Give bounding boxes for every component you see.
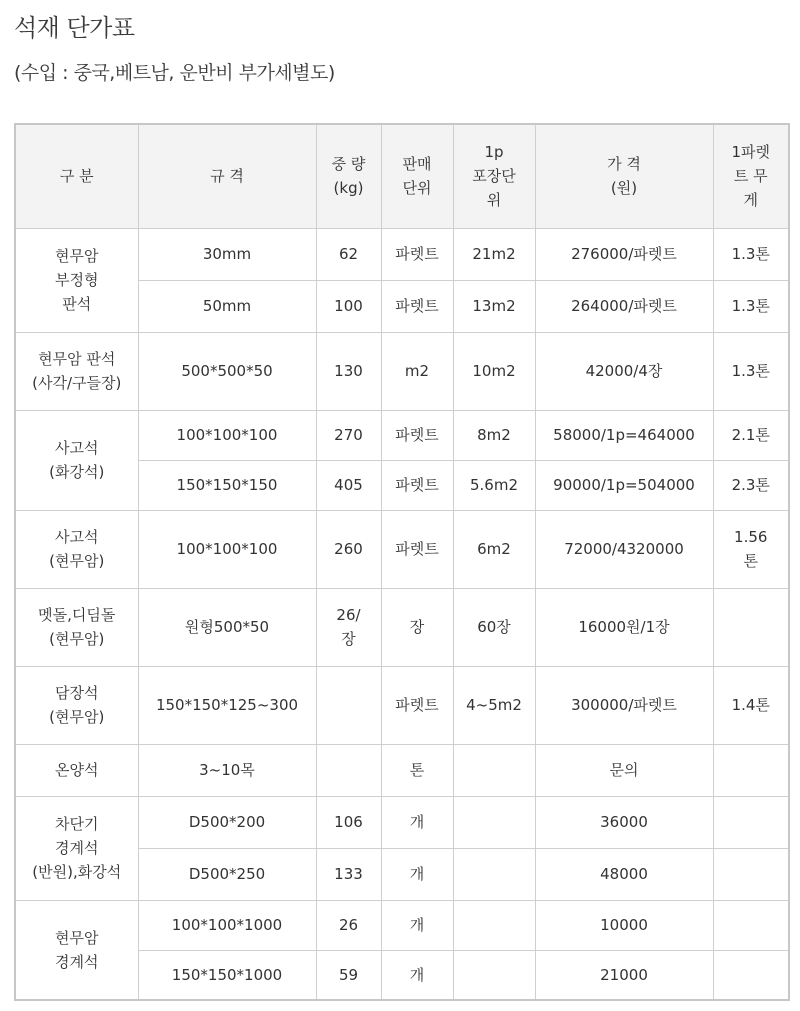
sale-unit-cell: 파렛트 — [381, 510, 453, 588]
header-weight: 중 량 (kg) — [316, 124, 381, 228]
weight-cell — [316, 744, 381, 796]
pallet-weight-line: 톤 — [743, 552, 758, 570]
pack-unit-cell: 6m2 — [453, 510, 535, 588]
price-cell: 48000 — [535, 848, 713, 900]
pack-unit-cell — [453, 744, 535, 796]
category-line: 온양석 — [55, 761, 99, 779]
pallet-weight-cell — [713, 950, 789, 1000]
category-line: 부정형 — [55, 271, 99, 289]
sale-unit-cell: 톤 — [381, 744, 453, 796]
category-line: (현무암) — [49, 552, 105, 570]
weight-cell: 130 — [316, 332, 381, 410]
table-row — [15, 588, 789, 666]
table-header-row — [15, 124, 789, 228]
pallet-weight-cell: 2.3톤 — [713, 460, 789, 510]
sale-unit-cell: 장 — [381, 588, 453, 666]
header-category: 구 분 — [15, 124, 138, 228]
price-cell: 42000/4장 — [535, 332, 713, 410]
header-sale-unit: 판매 단위 — [381, 124, 453, 228]
price-cell: 72000/4320000 — [535, 510, 713, 588]
sale-unit-cell: m2 — [381, 332, 453, 410]
pallet-weight-cell — [713, 796, 789, 848]
pack-unit-cell — [453, 900, 535, 950]
weight-cell: 62 — [316, 228, 381, 280]
sale-unit-cell: 파렛트 — [381, 280, 453, 332]
weight-cell: 106 — [316, 796, 381, 848]
pallet-weight-cell: 1.3톤 — [713, 228, 789, 280]
price-table — [14, 123, 790, 1001]
weight-cell — [316, 588, 381, 666]
price-cell: 36000 — [535, 796, 713, 848]
sale-unit-cell: 개 — [381, 950, 453, 1000]
header-pack-unit: 1p 포장단 위 — [453, 124, 535, 228]
weight-line: 장 — [341, 630, 356, 648]
pack-unit-cell: 21m2 — [453, 228, 535, 280]
category-line: 현무암 판석 — [38, 350, 116, 368]
sale-unit-cell: 개 — [381, 900, 453, 950]
spec-cell: D500*250 — [138, 848, 316, 900]
category-cell — [15, 588, 138, 666]
weight-cell: 26 — [316, 900, 381, 950]
weight-cell: 405 — [316, 460, 381, 510]
price-cell: 문의 — [535, 744, 713, 796]
spec-cell: 100*100*100 — [138, 410, 316, 460]
table-row — [15, 510, 789, 588]
header-price: 가 격 (원) — [535, 124, 713, 228]
weight-cell: 59 — [316, 950, 381, 1000]
category-cell — [15, 410, 138, 510]
spec-cell: D500*200 — [138, 796, 316, 848]
weight-line: 26/ — [336, 606, 361, 624]
category-line: 사고석 — [55, 528, 99, 546]
category-cell — [15, 666, 138, 744]
price-cell: 58000/1p=464000 — [535, 410, 713, 460]
spec-cell: 원형500*50 — [138, 588, 316, 666]
spec-cell: 150*150*150 — [138, 460, 316, 510]
weight-cell: 260 — [316, 510, 381, 588]
pallet-weight-cell — [713, 744, 789, 796]
table-row — [15, 796, 789, 848]
category-cell — [15, 510, 138, 588]
category-line: 경계석 — [55, 952, 99, 971]
sale-unit-cell: 개 — [381, 848, 453, 900]
category-line: 사고석 — [55, 439, 99, 457]
price-cell: 264000/파렛트 — [535, 280, 713, 332]
category-line: (현무암) — [49, 708, 105, 726]
pallet-weight-cell — [713, 588, 789, 666]
spec-cell: 100*100*100 — [138, 510, 316, 588]
spec-cell: 150*150*1000 — [138, 950, 316, 1000]
pallet-weight-line: 1.56 — [734, 528, 768, 546]
table-row — [15, 900, 789, 950]
category-line: 판석 — [62, 295, 92, 313]
page-subtitle: (수입 : 중국,베트남, 운반비 부가세별도) — [14, 62, 335, 84]
pack-unit-cell: 5.6m2 — [453, 460, 535, 510]
price-cell: 21000 — [535, 950, 713, 1000]
pallet-weight-cell: 2.1톤 — [713, 410, 789, 460]
pack-unit-cell: 60장 — [453, 588, 535, 666]
sale-unit-cell: 파렛트 — [381, 460, 453, 510]
price-cell: 10000 — [535, 900, 713, 950]
category-line: (현무암) — [49, 630, 105, 648]
category-cell — [15, 900, 138, 1000]
spec-cell: 3~10목 — [138, 744, 316, 796]
header-spec: 규 격 — [138, 124, 316, 228]
pallet-weight-cell — [713, 510, 789, 588]
sale-unit-cell: 개 — [381, 796, 453, 848]
table-row — [15, 410, 789, 460]
category-line: 경계석 — [55, 839, 99, 857]
weight-cell: 133 — [316, 848, 381, 900]
category-line: 차단기 — [55, 815, 99, 833]
category-line: (반원),화강석 — [32, 863, 122, 881]
pack-unit-cell — [453, 848, 535, 900]
category-line: 현무암 — [55, 928, 99, 947]
pallet-weight-cell: 1.3톤 — [713, 332, 789, 410]
category-cell — [15, 228, 138, 332]
pallet-weight-cell: 1.4톤 — [713, 666, 789, 744]
category-line: (화강석) — [49, 463, 105, 481]
price-cell: 300000/파렛트 — [535, 666, 713, 744]
pack-unit-cell: 10m2 — [453, 332, 535, 410]
spec-cell: 500*500*50 — [138, 332, 316, 410]
category-line: (사각/구들장) — [32, 374, 122, 392]
category-line: 담장석 — [55, 684, 99, 702]
price-cell: 276000/파렛트 — [535, 228, 713, 280]
category-line: 멧돌,디딤돌 — [38, 606, 116, 624]
table-body — [15, 228, 789, 1000]
pallet-weight-cell — [713, 848, 789, 900]
category-cell — [15, 744, 138, 796]
table-row — [15, 228, 789, 280]
pallet-weight-cell: 1.3톤 — [713, 280, 789, 332]
pack-unit-cell: 13m2 — [453, 280, 535, 332]
price-cell: 90000/1p=504000 — [535, 460, 713, 510]
pack-unit-cell — [453, 950, 535, 1000]
pack-unit-cell — [453, 796, 535, 848]
weight-cell: 270 — [316, 410, 381, 460]
weight-cell: 100 — [316, 280, 381, 332]
spec-cell: 150*150*125~300 — [138, 666, 316, 744]
category-cell — [15, 332, 138, 410]
spec-cell: 100*100*1000 — [138, 900, 316, 950]
category-line: 현무암 — [55, 247, 99, 265]
page-title: 석재 단가표 — [14, 14, 135, 42]
sale-unit-cell: 파렛트 — [381, 410, 453, 460]
header-pallet-weight: 1파렛 트 무 게 — [713, 124, 789, 228]
price-cell: 16000원/1장 — [535, 588, 713, 666]
pallet-weight-cell — [713, 900, 789, 950]
pack-unit-cell: 8m2 — [453, 410, 535, 460]
category-cell — [15, 796, 138, 900]
sale-unit-cell: 파렛트 — [381, 228, 453, 280]
sale-unit-cell: 파렛트 — [381, 666, 453, 744]
spec-cell: 50mm — [138, 280, 316, 332]
table-row — [15, 666, 789, 744]
weight-cell — [316, 666, 381, 744]
spec-cell: 30mm — [138, 228, 316, 280]
table-row — [15, 744, 789, 796]
table-row — [15, 332, 789, 410]
pack-unit-cell: 4~5m2 — [453, 666, 535, 744]
